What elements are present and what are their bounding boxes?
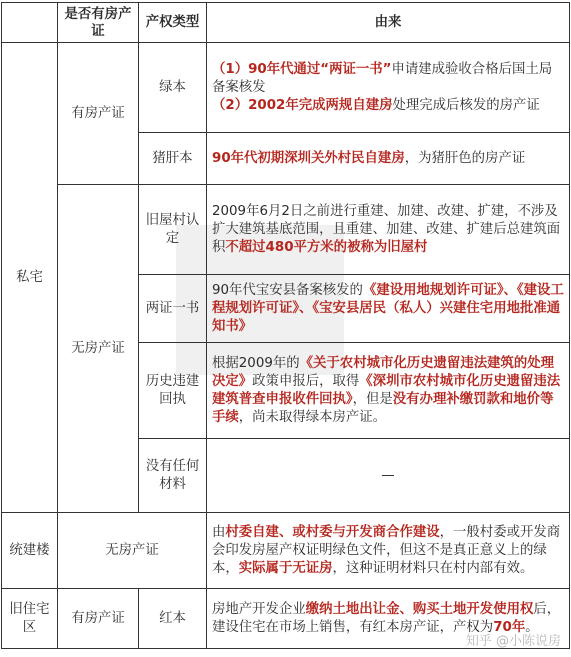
table-row — [2, 513, 570, 589]
table-row — [2, 43, 570, 133]
type-old-village: 旧屋村认定 — [139, 185, 207, 275]
type-green: 绿本 — [139, 43, 207, 133]
header-owner — [2, 3, 58, 43]
origin-pigliver: 90年代初期深圳关外村民自建房，为猪肝色的房产证 — [207, 133, 570, 185]
header-has-cert: 是否有房产证 — [58, 3, 139, 43]
origin-old-village: 2009年6月2日之前进行重建、加建、改建、扩建，不涉及扩大建筑基底范围，且重建、加建、改建、扩建后总建筑面积不超过480平方米的被称为旧屋村 — [207, 185, 570, 275]
watermark-text: 知乎 @小陈说房 — [465, 634, 561, 649]
origin-two-certs: 90年代宝安县备案核发的《建设用地规划许可证》、《建设工程规划许可证》、《宝安县居民（私人）兴建住宅用地批准通知书》 — [207, 275, 570, 343]
type-two-certs: 两证一书 — [139, 275, 207, 343]
origin-history: 根据2009年的《关于农村城市化历史遗留违法建筑的处理决定》政策申报后，取得《深圳市农村城市化历史遗留违法建筑普查申报收件回执》，但是没有办理补缴罚款和地价等手续，尚未取得绿本房产证。 — [207, 343, 570, 439]
private-no-cert-label: 无房产证 — [58, 185, 139, 513]
type-pigliver: 猪肝本 — [139, 133, 207, 185]
type-red: 红本 — [139, 589, 207, 649]
private-with-cert-label: 有房产证 — [58, 43, 139, 185]
type-history: 历史违建回执 — [139, 343, 207, 439]
private-label: 私宅 — [2, 43, 58, 513]
type-none: 没有任何材料 — [139, 439, 207, 513]
header-origin: 由来 — [207, 3, 570, 43]
origin-none: — — [207, 439, 570, 513]
origin-red: 房地产开发企业缴纳土地出让金、购买土地开发使用权后，建设住宅在市场上销售，有红本房产证，产权为70年。 — [207, 589, 570, 649]
unified-label: 统建楼 — [2, 513, 58, 589]
property-rights-table — [1, 2, 570, 649]
table-row — [2, 185, 570, 275]
old-estate-cert: 有房产证 — [58, 589, 139, 649]
old-estate-label: 旧住宅区 — [2, 589, 58, 649]
header-type: 产权类型 — [139, 3, 207, 43]
unified-cert: 无房产证 — [58, 513, 207, 589]
origin-unified: 由村委自建、或村委与开发商合作建设，一般村委或开发商会印发房屋产权证明绿色文件，但这不是真正意义上的绿本，实际属于无证房，这种证明材料只在村内部有效。 — [207, 513, 570, 589]
origin-green: （1）90年代通过“两证一书”申请建成验收合格后国土局备案核发 （2）2002年完成两规自建房处理完成后核发的房产证 — [207, 43, 570, 133]
header-row — [2, 3, 570, 43]
